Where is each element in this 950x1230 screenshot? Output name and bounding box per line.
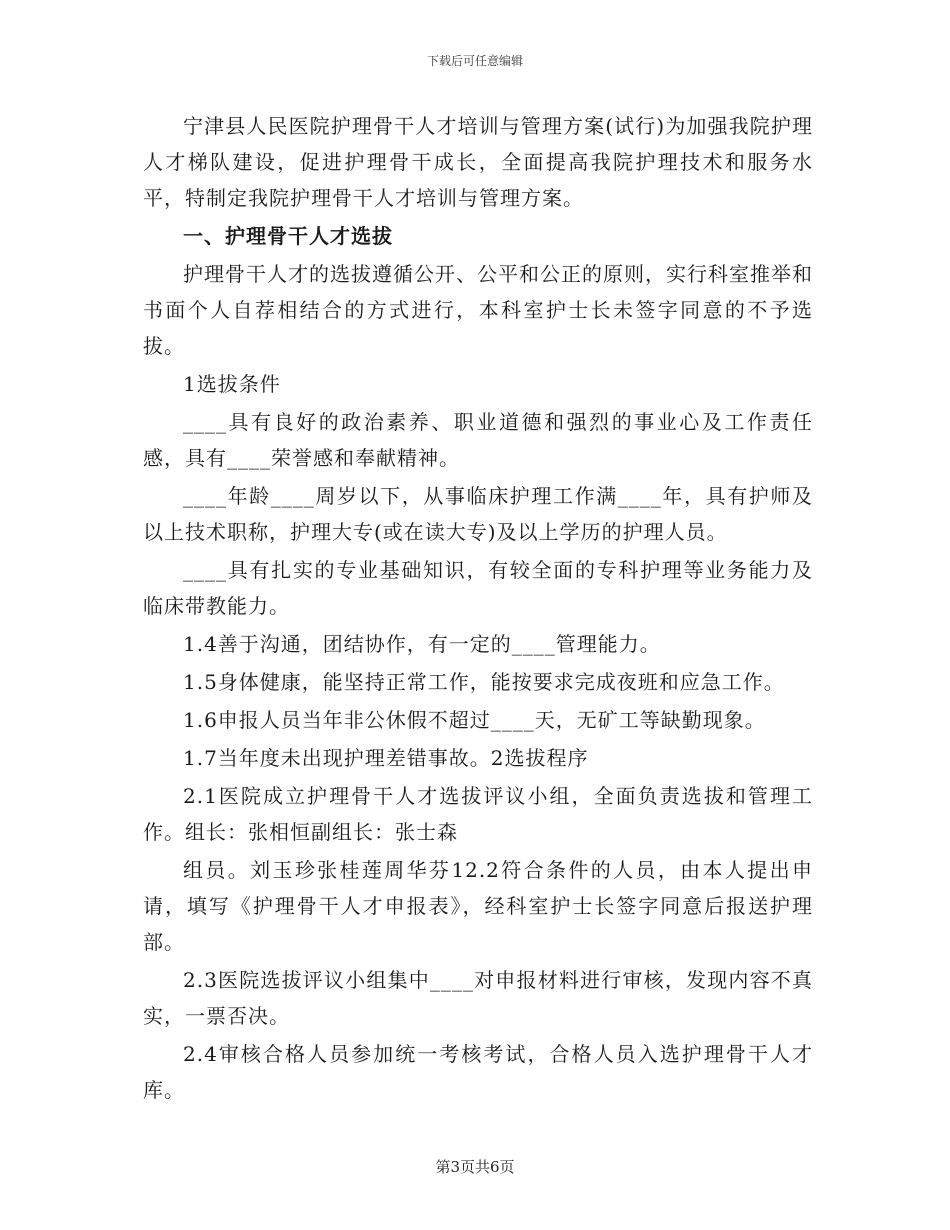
subsection-title: 1选拔条件 — [183, 372, 281, 396]
procedure-paragraph: 组员。刘玉珍张桂莲周华芬12.2符合条件的人员，由本人提出申请，填写《护理骨干人才申报表》，经科室护士长签字同意后报送护理部。 — [143, 858, 813, 954]
selection-principle-paragraph: 护理骨干人才的选拔遵循公开、公平和公正的原则，实行科室推举和书面个人自荐相结合的方式进行，本科室护士长未签字同意的不予选拔。 — [143, 262, 813, 358]
page-header-note: 下载后可任意编辑 — [426, 54, 523, 68]
condition-paragraph: 1.5身体健康，能坚持正常工作，能按要求完成夜班和应急工作。 — [183, 670, 785, 694]
condition-paragraph: 1.6申报人员当年非公休假不超过____天，无矿工等缺勤现象。 — [183, 708, 766, 732]
condition-paragraph: 1.4善于沟通，团结协作，有一定的____管理能力。 — [183, 632, 661, 656]
document-body — [143, 108, 813, 1108]
procedure-paragraph: 2.1医院成立护理骨干人才选拔评议小组，全面负责选拔和管理工作。组长：张相恒副组长：张士森 — [143, 784, 813, 844]
section-heading: 一、护理骨干人才选拔 — [183, 224, 393, 248]
procedure-paragraph: 2.3医院选拔评议小组集中____对申报材料进行审核，发现内容不真实，一票否决。 — [143, 968, 813, 1028]
procedure-paragraph: 2.4审核合格人员参加统一考核考试，合格人员入选护理骨干人才库。 — [143, 1042, 813, 1102]
condition-paragraph: ____具有良好的政治素养、职业道德和强烈的事业心及工作责任感，具有____荣誉感和奉献精神。 — [143, 410, 813, 470]
condition-paragraph: 1.7当年度未出现护理差错事故。2选拔程序 — [183, 746, 589, 770]
condition-paragraph: ____年龄____周岁以下，从事临床护理工作满____年，具有护师及以上技术职称，护理大专(或在读大专)及以上学历的护理人员。 — [143, 484, 813, 544]
condition-paragraph: ____具有扎实的专业基础知识，有较全面的专科护理等业务能力及临床带教能力。 — [143, 558, 813, 618]
intro-paragraph: 宁津县人民医院护理骨干人才培训与管理方案(试行)为加强我院护理人才梯队建设，促进护理骨干成长，全面提高我院护理技术和服务水平，特制定我院护理骨干人才培训与管理方案。 — [143, 114, 813, 210]
page-number: 第3页共6页 — [435, 1158, 515, 1176]
